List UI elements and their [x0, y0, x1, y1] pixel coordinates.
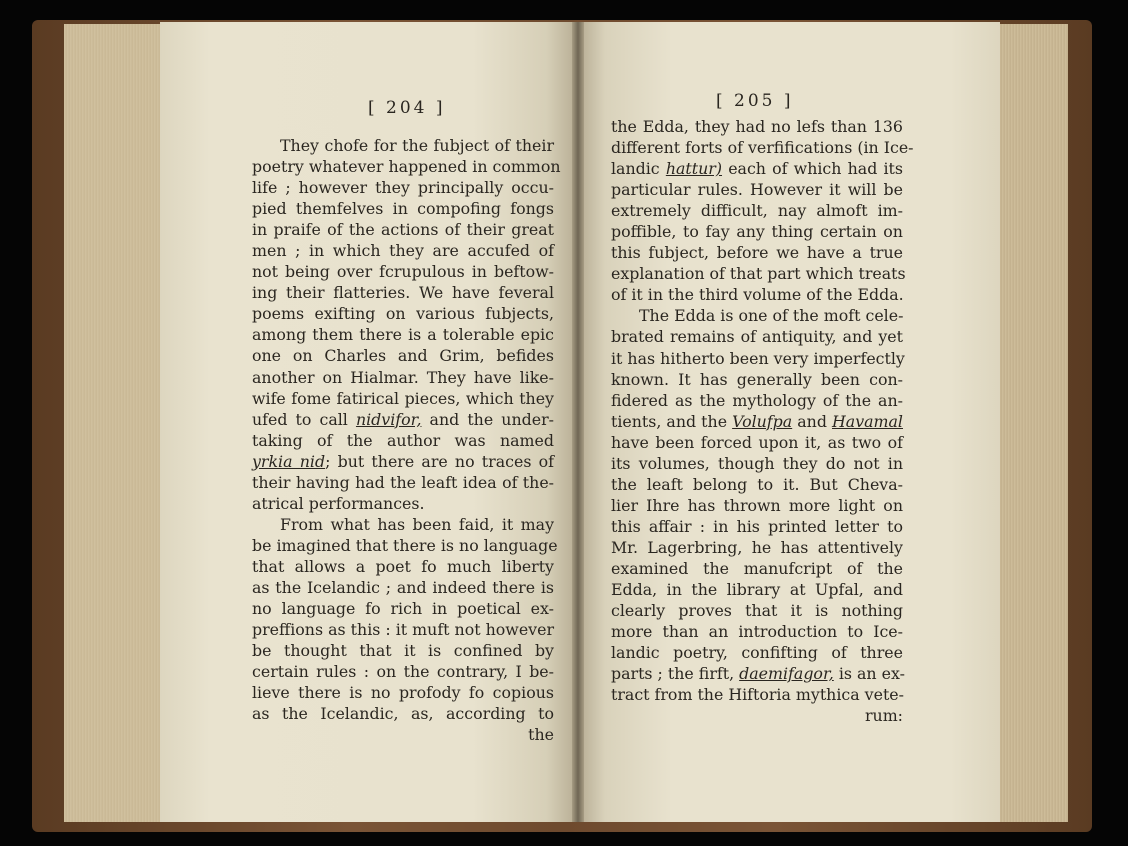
text-line: the leaft belong to it. But Cheva-	[611, 474, 903, 494]
text-line: lier Ihre has thrown more light on	[611, 495, 903, 515]
text-line: poetry whatever happened in common	[252, 157, 561, 177]
text-line: poems exifting on various fubjects,	[252, 304, 554, 324]
text-line: landic poetry, confifting of three	[611, 643, 903, 663]
text-line: different forts of verfifications (in Ice-	[611, 138, 914, 158]
italic-term: yrkia nid	[252, 451, 326, 471]
text-line: pied themfelves in compofing fongs	[252, 199, 554, 219]
text-segment: and	[797, 411, 827, 431]
text-segment: is an ex-	[838, 664, 905, 684]
page-number-left: [ 204 ]	[368, 98, 446, 118]
text-line: extremely difficult, nay almoft im-	[611, 201, 903, 221]
text-line	[611, 158, 903, 179]
text-line: Mr. Lagerbring, he has attentively	[611, 537, 903, 557]
text-line: its volumes, though they do not in	[611, 453, 903, 473]
catchword: the	[528, 725, 554, 745]
text-line: certain rules : on the contrary, I be-	[252, 662, 554, 682]
text-line: be imagined that there is no language	[252, 535, 558, 555]
text-line: brated remains of antiquity, and yet	[611, 327, 903, 347]
text-line: From what has been faid, it may	[280, 514, 554, 534]
text-line: their having had the leaft idea of the-	[252, 472, 554, 492]
text-line: men ; in which they are accufed of	[252, 241, 554, 261]
text-line: this affair : in his printed letter to	[611, 516, 903, 536]
catchword: rum:	[864, 706, 903, 726]
text-line: lieve there is no profody fo copious	[252, 683, 554, 703]
text-segment: ; but there are no traces of	[325, 451, 554, 471]
text-line	[611, 411, 903, 432]
text-line	[252, 409, 554, 430]
text-line: be thought that it is confined by	[252, 641, 554, 661]
text-line: fidered as the mythology of the an-	[611, 390, 903, 410]
text-line: particular rules. However it will be	[611, 180, 903, 200]
italic-term: Havamal	[832, 411, 903, 431]
book-gutter	[572, 22, 584, 822]
text-line: another on Hialmar. They have like-	[252, 367, 554, 387]
text-line: examined the manufcript of the	[611, 558, 903, 578]
italic-term: Volufpa	[732, 411, 793, 431]
text-line: more than an introduction to Ice-	[611, 622, 903, 642]
text-line: in praife of the actions of their great	[252, 220, 554, 240]
text-line: one on Charles and Grim, befides	[252, 346, 554, 366]
text-line: preffions as this : it muft not however	[252, 620, 554, 640]
text-line: wife fome fatirical pieces, which they	[252, 388, 554, 408]
left-page-text	[252, 135, 561, 745]
text-segment: and the under-	[429, 409, 554, 429]
italic-term: hattur)	[665, 159, 723, 179]
text-line: life ; however they principally occu-	[252, 178, 554, 198]
text-line	[252, 451, 554, 472]
text-line: poffible, to fay any thing certain on	[611, 222, 903, 242]
text-line: as the Icelandic ; and indeed there is	[252, 577, 554, 597]
page-edges-left	[64, 24, 162, 822]
text-segment: ufed to call	[252, 409, 348, 429]
text-line: known. It has generally been con-	[611, 369, 903, 389]
text-line: no language fo rich in poetical ex-	[252, 599, 554, 619]
text-segment: tients, and the	[611, 411, 728, 431]
text-line	[611, 663, 903, 684]
text-line: ing their flatteries. We have feveral	[252, 283, 554, 303]
text-line: They chofe for the fubject of their	[280, 136, 554, 155]
text-line: this fubject, before we have a true	[611, 243, 903, 263]
text-line: it has hitherto been very imperfectly	[611, 348, 905, 368]
text-line: the Edda, they had no lefs than 136	[611, 117, 903, 136]
text-line: tract from the Hiftoria mythica vete-	[611, 685, 904, 705]
text-line: have been forced upon it, as two of	[611, 432, 903, 452]
text-line: clearly proves that it is nothing	[611, 601, 903, 621]
text-line: explanation of that part which treats	[611, 264, 906, 284]
text-line: atrical performances.	[252, 493, 425, 513]
italic-term: nidvifor,	[355, 409, 422, 429]
text-line: The Edda is one of the moft cele-	[639, 306, 904, 326]
text-line: among them there is a tolerable epic	[252, 325, 554, 345]
text-segment: parts ; the firft,	[611, 664, 735, 684]
text-line: of it in the third volume of the Edda.	[611, 285, 904, 305]
page-number-right: [ 205 ]	[716, 91, 794, 111]
page-edges-right	[996, 24, 1068, 822]
text-line: as the Icelandic, as, according to	[252, 704, 554, 724]
text-segment: each of which had its	[728, 159, 903, 179]
text-line: taking of the author was named	[252, 430, 554, 450]
text-segment: landic	[611, 159, 660, 179]
text-line: Edda, in the library at Upfal, and	[611, 580, 903, 600]
italic-term: daemifagor,	[739, 664, 834, 684]
right-page-text	[611, 116, 914, 726]
text-line: not being over fcrupulous in beftow-	[252, 262, 554, 282]
text-line: that allows a poet fo much liberty	[252, 556, 554, 576]
